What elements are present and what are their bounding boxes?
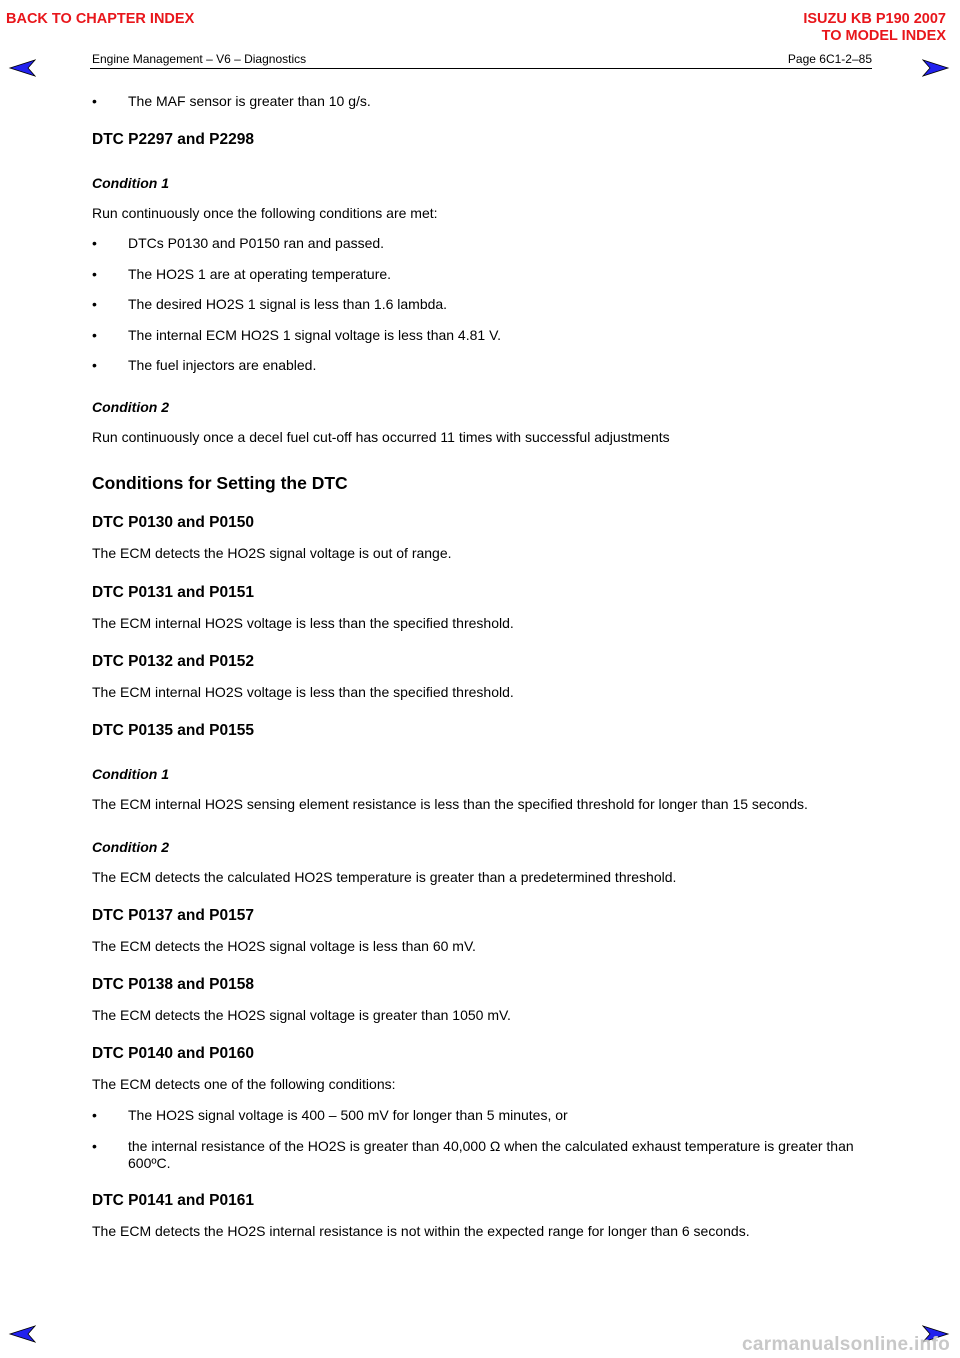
section-heading: DTC P0131 and P0151 bbox=[92, 584, 254, 601]
next-page-arrow-icon[interactable] bbox=[922, 58, 950, 78]
header-rule bbox=[90, 68, 872, 69]
main-heading: Conditions for Setting the DTC bbox=[92, 473, 348, 493]
bullet: • bbox=[92, 1107, 97, 1123]
to-model-index-label: TO MODEL INDEX bbox=[821, 28, 946, 44]
watermark-text: carmanualsonline.info bbox=[742, 1334, 950, 1355]
paragraph: Run continuously once a decel fuel cut-off has occurred 11 times with successful adjustments bbox=[92, 429, 670, 445]
bullet-text: The internal ECM HO2S 1 signal voltage is less than 4.81 V. bbox=[128, 327, 502, 343]
bullet: • bbox=[92, 357, 97, 373]
paragraph: Run continuously once the following conditions are met: bbox=[92, 205, 438, 221]
section-heading: DTC P0132 and P0152 bbox=[92, 653, 254, 670]
section-heading: DTC P0135 and P0155 bbox=[92, 722, 254, 739]
bullet: • bbox=[92, 266, 97, 282]
bullet: • bbox=[92, 93, 97, 109]
model-title: ISUZU KB P190 2007 bbox=[803, 11, 946, 27]
page-header-title: Engine Management – V6 – Diagnostics bbox=[92, 52, 307, 66]
bullet: • bbox=[92, 327, 97, 343]
bullet: • bbox=[92, 235, 97, 251]
back-to-chapter-index-link[interactable]: BACK TO CHAPTER INDEX bbox=[6, 11, 195, 27]
bullet: • bbox=[92, 1138, 97, 1154]
paragraph: The ECM detects the HO2S signal voltage is greater than 1050 mV. bbox=[92, 1007, 511, 1023]
condition-heading: Condition 1 bbox=[92, 175, 169, 191]
paragraph: The ECM detects the HO2S signal voltage is less than 60 mV. bbox=[92, 938, 476, 954]
model-index-link[interactable] bbox=[803, 11, 946, 45]
condition-heading: Condition 2 bbox=[92, 399, 169, 415]
condition-heading: Condition 1 bbox=[92, 766, 169, 782]
section-heading: DTC P0140 and P0160 bbox=[92, 1045, 254, 1062]
bullet-text: The desired HO2S 1 signal is less than 1.6 lambda. bbox=[128, 296, 448, 312]
previous-page-arrow-bottom-icon[interactable] bbox=[8, 1324, 36, 1344]
paragraph: The ECM internal HO2S voltage is less than the specified threshold. bbox=[92, 615, 514, 631]
condition-heading: Condition 2 bbox=[92, 839, 169, 855]
page-number: Page 6C1-2–85 bbox=[787, 52, 872, 66]
paragraph: The ECM internal HO2S sensing element resistance is less than the specified threshold for longer than 15 seconds. bbox=[92, 796, 808, 812]
paragraph: The ECM detects the HO2S signal voltage is out of range. bbox=[92, 545, 452, 561]
section-heading: DTC P0137 and P0157 bbox=[92, 907, 254, 924]
section-heading: DTC P2297 and P2298 bbox=[92, 131, 254, 148]
bullet-text: The HO2S signal voltage is 400 – 500 mV for longer than 5 minutes, or bbox=[128, 1107, 568, 1123]
section-heading: DTC P0141 and P0161 bbox=[92, 1192, 254, 1209]
bullet-text: The MAF sensor is greater than 10 g/s. bbox=[128, 93, 371, 109]
bullet-text: The HO2S 1 are at operating temperature. bbox=[128, 266, 392, 282]
paragraph: The ECM detects one of the following conditions: bbox=[92, 1076, 396, 1092]
bullet-text: DTCs P0130 and P0150 ran and passed. bbox=[128, 235, 385, 251]
section-heading: DTC P0138 and P0158 bbox=[92, 976, 254, 993]
bullet: • bbox=[92, 296, 97, 312]
paragraph: The ECM detects the calculated HO2S temperature is greater than a predetermined threshold. bbox=[92, 869, 677, 885]
paragraph: The ECM detects the HO2S internal resistance is not within the expected range for longer than 6 seconds. bbox=[92, 1223, 750, 1239]
bullet-text: The fuel injectors are enabled. bbox=[128, 357, 317, 373]
paragraph: The ECM internal HO2S voltage is less than the specified threshold. bbox=[92, 684, 514, 700]
bullet-text: the internal resistance of the HO2S is greater than 40,000 Ω when the calculated exhaust temperature is greater than 600ºC. bbox=[128, 1138, 854, 1171]
section-heading: DTC P0130 and P0150 bbox=[92, 514, 254, 531]
previous-page-arrow-icon[interactable] bbox=[8, 58, 36, 78]
